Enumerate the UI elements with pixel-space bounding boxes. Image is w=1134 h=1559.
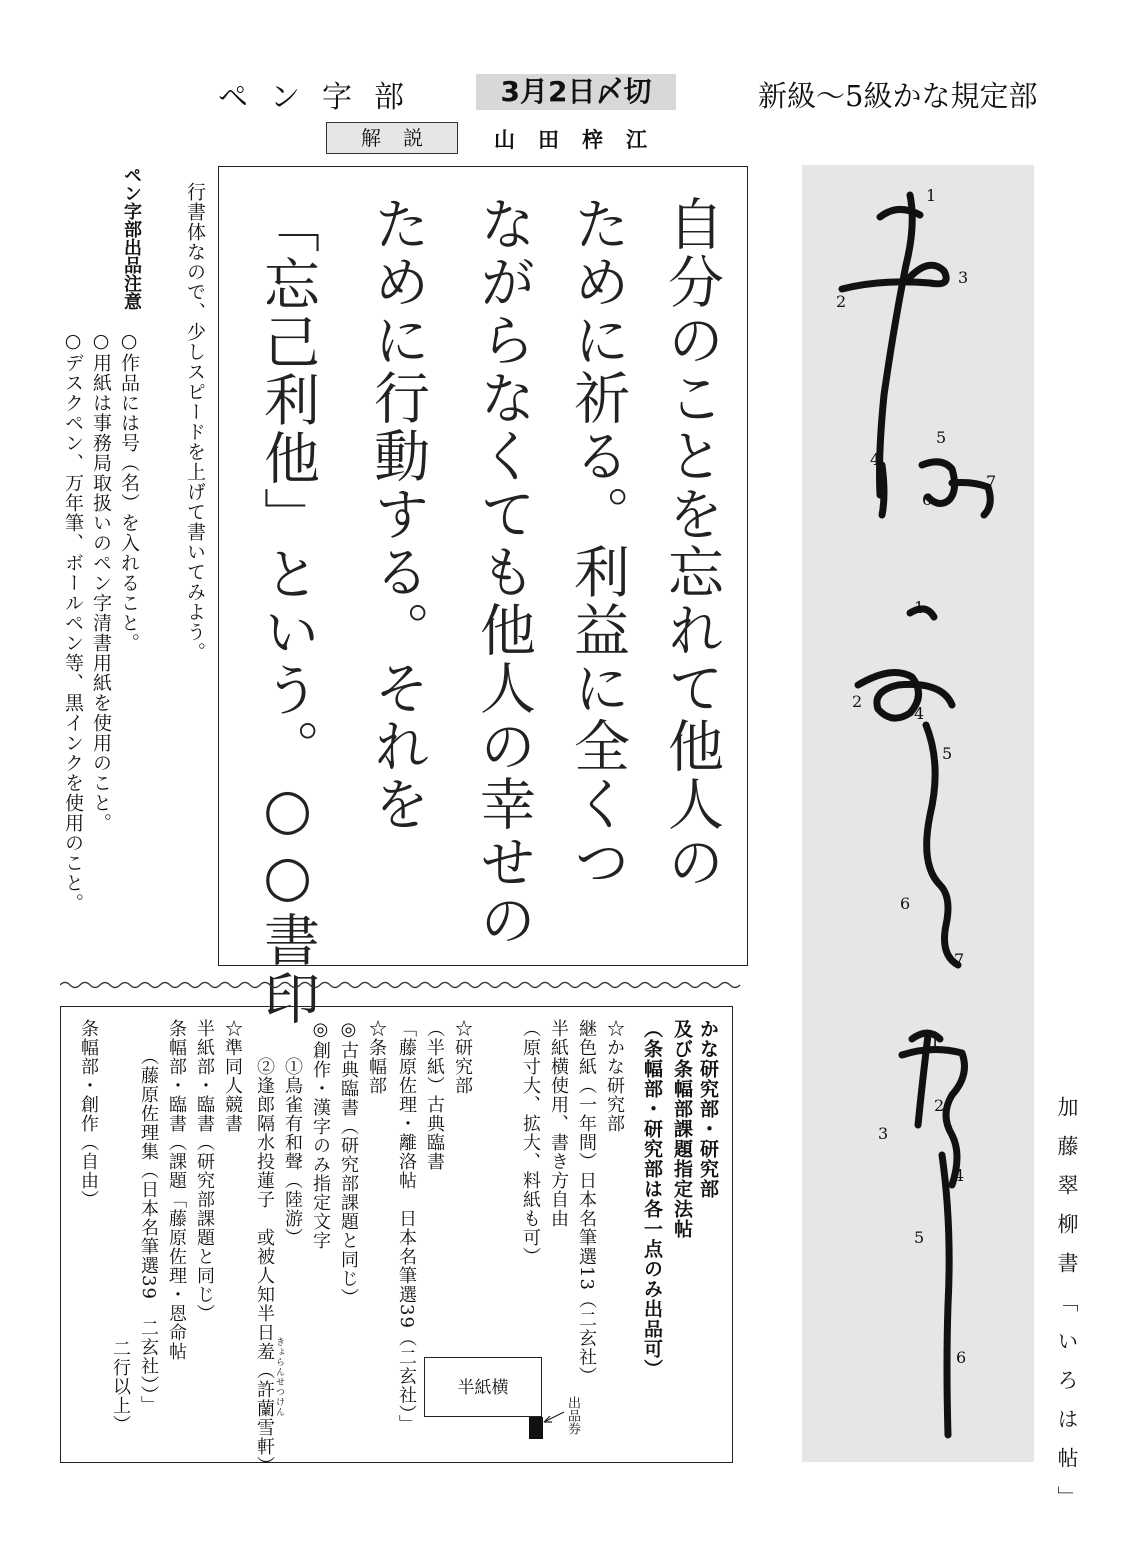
stroke-number: 7 — [986, 472, 997, 491]
notice-item: ○デスクペン、万年筆、ボールペン等、黒インクを使用のこと。 — [62, 330, 84, 913]
deadline-badge: 3月2日〆切 — [476, 74, 676, 110]
stroke-number: 2 — [852, 692, 863, 711]
stroke-number: 7 — [954, 950, 965, 969]
research-heading: ☆研究部 — [452, 1019, 473, 1095]
kana-heading: ☆かな研究部 — [604, 1019, 625, 1133]
kana-line: （原寸大、拡大、料紙も可） — [520, 1019, 541, 1266]
jofuku-line: ◎古典臨書（研究部課題と同じ） — [338, 1019, 359, 1307]
stroke-number: 5 — [936, 428, 947, 447]
artist-credit: 加藤翠柳書「いろは帖」 — [1055, 1096, 1079, 1525]
jofuku-line: ①鳥雀有和聲（陸游） — [282, 1057, 303, 1247]
jofuku-line: ◎創作・漢字のみ指定文字 — [310, 1019, 331, 1250]
model-text-box — [218, 166, 748, 1027]
notice-title: ペン字部出品注意 — [121, 166, 142, 310]
stroke-number: 1 — [930, 1032, 941, 1051]
stroke-number: 3 — [878, 1124, 889, 1143]
jofuku-ruby: きょらんせつけん — [274, 1337, 284, 1417]
explanation-text: 行書体なので、少しスピードを上げて書いてみよう。 — [184, 182, 206, 662]
format-box: 半紙横 — [424, 1357, 542, 1417]
associate-line: （藤原佐理集（日本名筆選39 二玄社））」 — [138, 1047, 159, 1415]
assignments-title: 及び条幅部課題指定法帖 — [671, 1019, 693, 1239]
notice-item: ○作品には号（名）を入れること。 — [118, 330, 140, 653]
stroke-number: 4 — [914, 704, 925, 723]
associate-line: 条幅部・臨書（課題「藤原佐理・恩命帖 — [166, 1019, 187, 1361]
stroke-number: 3 — [958, 268, 969, 287]
kana-line: 継色紙（一年間）日本名筆選13（二玄社） — [576, 1019, 597, 1386]
stroke-number: 5 — [914, 1228, 925, 1247]
stroke-number: 4 — [954, 1166, 965, 1185]
kana-line: 半紙横使用、書き方自由 — [548, 1019, 569, 1228]
jofuku-heading: ☆条幅部 — [366, 1019, 387, 1095]
notice-item: ○用紙は事務局取扱いのペン字清書用紙を使用のこと。 — [90, 330, 112, 833]
assignments-title: （条幅部・研究部は各一点のみ出品可） — [641, 1019, 663, 1379]
assignments-title: かな研究部・研究部 — [697, 1019, 719, 1199]
jofuku-line: ②逢郎隔水投蓮子 或被人知半日羞（許蘭雪軒） — [254, 1057, 275, 1475]
author-name: 山田梓江 — [494, 127, 670, 152]
model-text-column: 「忘己利他」という。○○書印 — [255, 197, 320, 1027]
model-text-column: 自分のことを忘れて他人の — [659, 195, 724, 891]
stroke-number: 1 — [914, 598, 925, 617]
level-title: 新級～5級かな規定部 — [758, 79, 1038, 113]
calligraphy-panel — [802, 165, 1034, 1462]
research-line: 「藤原佐理・離洛帖 日本名筆選39（二玄社）」 — [396, 1019, 417, 1434]
research-line: （半紙）古典臨書 — [424, 1019, 445, 1171]
stroke-number: 4 — [870, 450, 881, 469]
wavy-divider — [60, 979, 750, 991]
model-text-column: ために祈る。利益に全くつ — [565, 195, 630, 891]
stroke-number: 5 — [942, 744, 953, 763]
stroke-number: 6 — [900, 894, 911, 913]
stroke-number: 6 — [956, 1348, 967, 1367]
stroke-number: 6 — [922, 490, 933, 509]
stroke-number: 2 — [934, 1096, 945, 1115]
ticket-label: 出品券 — [565, 1396, 580, 1435]
model-text-column: ながらなくても他人の幸せの — [471, 195, 536, 949]
associate-heading: ☆準同人競書 — [222, 1019, 243, 1133]
assignments-box — [60, 1006, 733, 1475]
explanation-label: 解説 — [326, 122, 458, 154]
model-text-column: ために行動する。それを — [365, 195, 430, 833]
associate-line: 二行以上） — [110, 1339, 131, 1434]
associate-line: 条幅部・創作（自由） — [78, 1019, 99, 1209]
kana-calligraphy — [802, 165, 1034, 1462]
associate-line: 半紙部・臨書（研究部課題と同じ） — [194, 1019, 215, 1323]
stroke-number: 2 — [836, 292, 847, 311]
stroke-number: 1 — [926, 186, 937, 205]
section-title: ペン字部 — [218, 80, 426, 115]
